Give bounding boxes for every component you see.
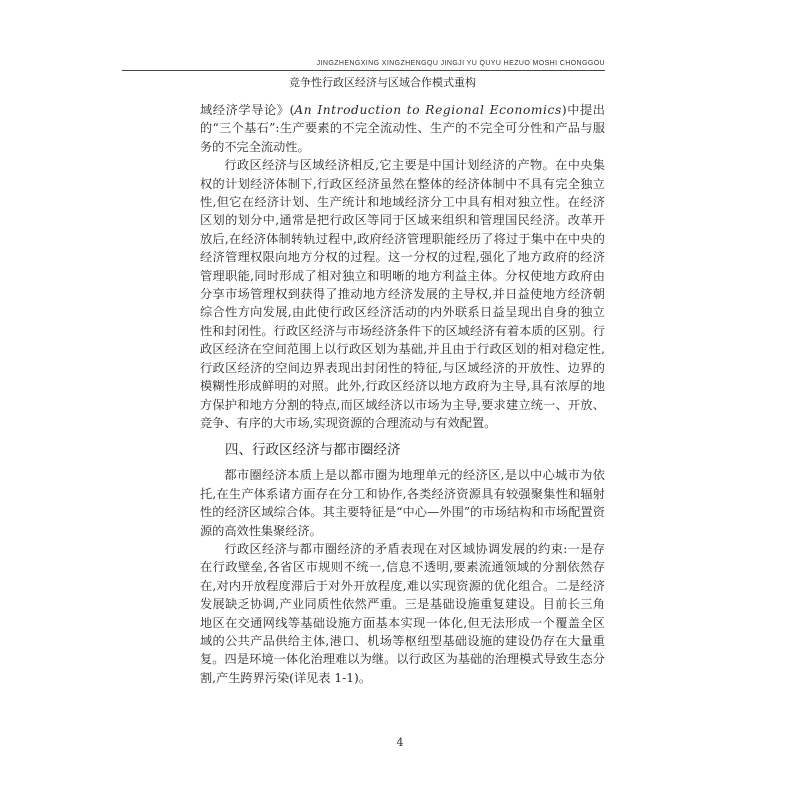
paragraph-continuation <box>200 101 605 156</box>
english-book-title: An Introduction to Regional Economics <box>294 103 562 117</box>
paragraph-metropolitan-economy: 都市圈经济本质上是以都市圈为地理单元的经济区,是以中心城市为依托,在生产体系诸方面存在分工和协作,各类经济资源具有较强聚集性和辐射性的经济区域综合体。其主要特征是“中心—外围”的市场结构和市场配置资源的高效性集聚经济。 <box>200 468 605 538</box>
running-head-title: 竞争性行政区经济与区域合作模式重构 <box>289 76 476 89</box>
paragraph-administrative-economy: 行政区经济与区域经济相反,它主要是中国计划经济的产物。在中央集权的计划经济体制下,行政区经济虽然在整体的经济体制中不具有完全独立性,但它在经济计划、生产统计和地域经济分工中具有相对独立性。在经济区划的划分中,通常是把行政区等同于区域来组织和管理国民经济。改革开放后,在经济体制转轨过程中,政府经济管理职能经历了将过于集中在中央的经济管理权限向地方分权的过程。这一分权的过程,强化了地方政府的经济管理职能,同时形成了相对独立和明晰的地方利益主体。分权使地方政府由分享市场管理权到获得了推动地方经济发展的主导权,并日益使地方经济朝综合性方向发展,由此使行政区经济活动的内外联系日益呈现出自身的独立性和封闭性。行政区经济与市场经济条件下的区域经济有着本质的区别。行政区经济在空间范围上以行政区划为基础,并且由于行政区划的相对稳定性,行政区经济的空间边界表现出封闭性的特征,与区域经济的开放性、边界的模糊性形成鲜明的对照。此外,行政区经济以地方政府为主导,具有浓厚的地方保护和地方分割的特点,而区域经济以市场为主导,要求建立统一、开放、竞争、有序的大市场,实现资源的合理流动与有效配置。 <box>200 158 605 430</box>
section-heading: 四、行政区经济与都市圈经济 <box>225 442 401 459</box>
header-rule <box>122 70 605 71</box>
running-head-pinyin: JINGZHENGXING XINGZHENGQU JINGJI YU QUYU HEZUO MOSHI CHONGGOU <box>316 60 605 67</box>
page-number: 4 <box>396 736 404 749</box>
paragraph-text: )中提出的“三个基石”:生产要素的不完全流动性、生产的不完全可分性和产品与服务的不完全流动性。 <box>200 103 605 154</box>
page-body <box>200 101 605 687</box>
paragraph-text: 域经济学导论》( <box>200 103 295 117</box>
paragraph-contradictions: 行政区经济与都市圈经济的矛盾表现在对区域协调发展的约束:一是存在行政壁垒,各省区市规则不统一,信息不透明,要素流通领域的分割依然存在,对内开放程度滞后于对外开放程度,难以实现资源的优化组合。二是经济发展缺乏协调,产业同质性依然严重。三是基础设施重复建设。目前长三角地区在交通网线等基础设施方面基本实现一体化,但无法形成一个覆盖全区域的公共产品供给主体,港口、机场等枢纽型基础设施的建设仍存在大量重复。四是环境一体化治理难以为继。以行政区为基础的治理模式导致生态分割,产生跨界污染(详见表 1-1)。 <box>200 541 605 685</box>
